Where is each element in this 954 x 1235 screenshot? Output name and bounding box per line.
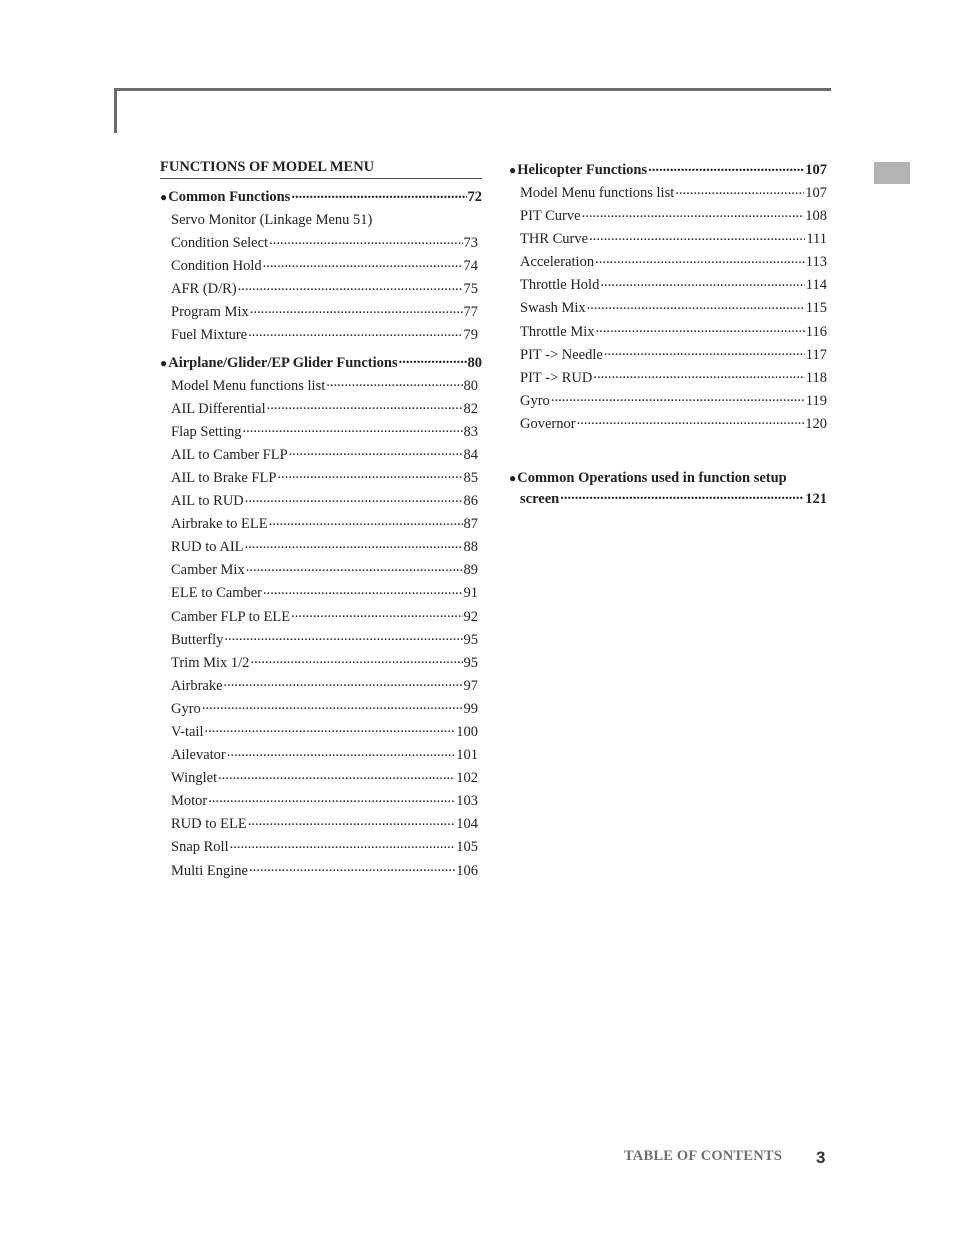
toc-leader: [399, 352, 467, 367]
toc-page-number: 108: [805, 208, 827, 225]
toc-group-helicopter-functions[interactable]: [509, 158, 827, 182]
toc-entry-label: Ailevator: [171, 747, 226, 764]
toc-page-number: 87: [463, 516, 478, 533]
toc-leader: [267, 398, 463, 413]
toc-entry-label: PIT Curve: [520, 208, 581, 225]
toc-leader: [326, 375, 462, 390]
toc-page-number: 73: [463, 235, 478, 252]
toc-page-number: 104: [456, 816, 478, 833]
toc-page-number: 118: [805, 369, 827, 386]
header-rule: [114, 88, 831, 91]
toc-entry[interactable]: [160, 721, 482, 744]
toc-entry-label: Throttle Mix: [520, 323, 595, 340]
toc-entry[interactable]: [160, 606, 482, 629]
toc-page-number: 116: [805, 323, 827, 340]
footer-page-number: 3: [816, 1148, 826, 1167]
toc-entry-label: Winglet: [171, 770, 218, 787]
toc-entry[interactable]: [160, 652, 482, 675]
toc-page-number: 103: [456, 793, 478, 810]
toc-leader: [648, 160, 804, 175]
toc-entry[interactable]: [509, 274, 827, 297]
toc-leader: [245, 537, 463, 552]
toc-page-number: 84: [463, 446, 478, 463]
toc-leader: [243, 421, 463, 436]
toc-leader: [249, 860, 455, 875]
toc-entry[interactable]: [160, 698, 482, 721]
toc-page-number: 101: [456, 747, 478, 764]
toc-left-column: [160, 158, 482, 883]
toc-leader: [224, 675, 463, 690]
toc-entry[interactable]: [160, 421, 482, 444]
toc-page-number: 74: [463, 258, 478, 275]
toc-group-airplane-functions[interactable]: [160, 351, 482, 375]
toc-entry[interactable]: [160, 301, 482, 324]
toc-leader: [604, 344, 805, 359]
toc-entry-label: Camber FLP to ELE: [171, 608, 291, 625]
toc-page-number: 107: [805, 162, 827, 178]
toc-entry[interactable]: [509, 228, 827, 251]
toc-group-common-functions[interactable]: [160, 185, 482, 209]
toc-entry-label: Condition Select: [171, 235, 269, 252]
toc-entry[interactable]: [160, 324, 482, 347]
toc-page-number: 100: [456, 723, 478, 740]
toc-entry-label: AFR (D/R): [171, 281, 237, 298]
bullet-icon: ●: [160, 190, 168, 204]
header-rule-corner: [114, 88, 117, 133]
toc-group-label: ●Helicopter Functions: [509, 162, 648, 178]
toc-leader: [250, 302, 463, 317]
toc-leader: [593, 367, 804, 382]
toc-entry[interactable]: [160, 490, 482, 513]
toc-leader: [291, 606, 462, 621]
toc-entry-label: Program Mix: [171, 304, 249, 321]
toc-page-number: 72: [467, 189, 482, 205]
toc-entry[interactable]: [160, 790, 482, 813]
bullet-icon: ●: [509, 471, 517, 486]
toc-right-column: [509, 158, 827, 508]
toc-leader: [205, 721, 456, 736]
toc-entry[interactable]: [160, 444, 482, 467]
toc-entry-label: Airbrake to ELE: [171, 516, 268, 533]
toc-entry-label: Governor: [520, 415, 576, 432]
toc-page-number: 119: [805, 392, 827, 409]
toc-page-number: 95: [463, 654, 478, 671]
toc-leader: [246, 560, 463, 575]
toc-entry[interactable]: [509, 297, 827, 320]
toc-page-number: 75: [463, 281, 478, 298]
toc-leader: [202, 698, 463, 713]
toc-entry-label: Airbrake: [171, 677, 223, 694]
toc-page-number: 99: [463, 700, 478, 717]
toc-page-number: 80: [463, 377, 478, 394]
toc-leader: [582, 206, 805, 221]
toc-leader: [248, 325, 462, 340]
toc-leader: [263, 256, 463, 271]
toc-entry[interactable]: [160, 629, 482, 652]
toc-entry[interactable]: [160, 255, 482, 278]
toc-leader: [560, 488, 804, 503]
toc-leader: [250, 652, 462, 667]
toc-entry-label: Model Menu functions list: [520, 185, 675, 201]
toc-entry-label: AIL to RUD: [171, 493, 244, 510]
toc-leader: [238, 279, 463, 294]
toc-entry-label: Acceleration: [520, 254, 595, 271]
toc-entry[interactable]: [160, 398, 482, 421]
toc-page-number: 82: [463, 400, 478, 417]
toc-leader: [551, 390, 805, 405]
bullet-icon: ●: [509, 163, 517, 177]
toc-page-number: 89: [463, 562, 478, 579]
toc-entry[interactable]: [509, 413, 827, 436]
toc-page-number: 91: [463, 585, 478, 602]
toc-group-label-continued: screen: [520, 490, 560, 507]
toc-entry-label: Swash Mix: [520, 300, 586, 317]
toc-entry[interactable]: [509, 367, 827, 390]
toc-leader: [600, 275, 804, 290]
toc-group-common-operations[interactable]: [509, 468, 827, 508]
toc-entry-label: Butterfly: [171, 631, 224, 648]
toc-entry[interactable]: [160, 467, 482, 490]
toc-entry-label: Trim Mix 1/2: [171, 654, 250, 671]
footer-section-label: TABLE OF CONTENTS: [624, 1148, 783, 1164]
bullet-icon: ●: [160, 355, 168, 370]
toc-entry[interactable]: [160, 836, 482, 859]
toc-leader: [218, 768, 455, 783]
toc-page-number: 97: [463, 677, 478, 694]
toc-entry-label: ELE to Camber: [171, 585, 263, 602]
section-tab-marker: [874, 162, 910, 184]
toc-group-label: ●Common Operations used in function setup: [509, 470, 787, 487]
toc-entry[interactable]: [509, 182, 827, 205]
toc-leader: [277, 467, 462, 482]
toc-leader: [289, 444, 463, 459]
toc-page-number: 111: [806, 231, 827, 248]
toc-entry[interactable]: [160, 744, 482, 767]
toc-entry-label: Throttle Hold: [520, 277, 600, 294]
section-heading: FUNCTIONS OF MODEL MENU: [160, 158, 482, 179]
toc-leader: [596, 321, 805, 336]
toc-page-number: 105: [456, 839, 478, 856]
toc-entry-label: AIL to Camber FLP: [171, 446, 288, 463]
toc-entry[interactable]: [509, 390, 827, 413]
toc-page-number: 115: [805, 300, 827, 317]
toc-page-number: 83: [463, 423, 478, 440]
toc-leader: [245, 491, 463, 506]
toc-entry[interactable]: [160, 513, 482, 536]
toc-entry-label: RUD to ELE: [171, 816, 247, 833]
toc-leader: [675, 183, 804, 198]
toc-page-number: 88: [463, 539, 478, 556]
toc-page-number: 92: [463, 608, 478, 625]
toc-entry[interactable]: [160, 232, 482, 255]
toc-leader: [589, 229, 805, 244]
toc-entry[interactable]: [509, 321, 827, 344]
toc-leader: [595, 252, 805, 267]
toc-page-number: 102: [456, 770, 478, 787]
toc-entry-label: Gyro: [520, 392, 550, 409]
toc-entry[interactable]: [160, 559, 482, 582]
toc-leader: [587, 298, 805, 313]
toc-entry[interactable]: [160, 813, 482, 836]
toc-entry[interactable]: [160, 582, 482, 605]
toc-group-label: ●Common Functions: [160, 189, 291, 205]
toc-entry-label: PIT -> RUD: [520, 369, 593, 386]
toc-page-number: 77: [463, 304, 478, 321]
toc-entry-label: Servo Monitor (Linkage Menu 51): [171, 212, 373, 228]
toc-entry-label: THR Curve: [520, 231, 589, 248]
toc-page-number: 86: [463, 493, 478, 510]
toc-page-number: 114: [805, 277, 827, 294]
toc-page-number: 79: [463, 327, 478, 344]
toc-leader: [263, 583, 462, 598]
toc-leader: [577, 413, 805, 428]
toc-page-number: 95: [463, 631, 478, 648]
toc-entry-label: Camber Mix: [171, 562, 245, 579]
toc-entry[interactable]: [160, 536, 482, 559]
toc-leader: [227, 745, 455, 760]
toc-entry[interactable]: [509, 205, 827, 228]
toc-page-number: 117: [805, 346, 827, 363]
toc-entry[interactable]: [160, 209, 482, 232]
toc-page-number: 107: [805, 185, 827, 201]
toc-entry-label: AIL to Brake FLP: [171, 469, 277, 486]
toc-entry-label: Multi Engine: [171, 862, 248, 879]
toc-entry-label: Gyro: [171, 700, 201, 717]
toc-entry-label: Condition Hold: [171, 258, 262, 275]
toc-entry[interactable]: [509, 344, 827, 367]
toc-entry[interactable]: [160, 675, 482, 698]
toc-group-label: ●Airplane/Glider/EP Glider Functions: [160, 354, 398, 371]
toc-entry-label: V-tail: [171, 723, 204, 740]
toc-entry-label: RUD to AIL: [171, 539, 244, 556]
toc-leader: [208, 791, 455, 806]
toc-leader: [269, 233, 462, 248]
toc-leader: [291, 187, 466, 202]
toc-entry[interactable]: [160, 278, 482, 301]
toc-entry-label: Model Menu functions list: [171, 377, 326, 394]
toc-page-number: 80: [467, 354, 482, 371]
toc-page-number: 106: [456, 862, 478, 879]
toc-page-number: 120: [805, 415, 827, 432]
toc-leader: [248, 814, 456, 829]
toc-entry[interactable]: [160, 860, 482, 883]
toc-page-number: 113: [805, 254, 827, 271]
toc-entry-label: AIL Differential: [171, 400, 266, 417]
toc-entry[interactable]: [509, 251, 827, 274]
toc-leader: [224, 629, 462, 644]
toc-leader: [269, 514, 463, 529]
toc-page-number: 121: [805, 490, 827, 507]
toc-entry-label: Motor: [171, 793, 208, 810]
toc-entry-label: Fuel Mixture: [171, 327, 248, 344]
toc-entry-label: Flap Setting: [171, 423, 242, 440]
toc-page-number: 85: [463, 469, 478, 486]
toc-entry[interactable]: [160, 375, 482, 398]
toc-entry-label: PIT -> Needle: [520, 346, 603, 363]
toc-entry[interactable]: [160, 767, 482, 790]
toc-entry-label: Snap Roll: [171, 839, 229, 856]
toc-leader: [230, 837, 456, 852]
